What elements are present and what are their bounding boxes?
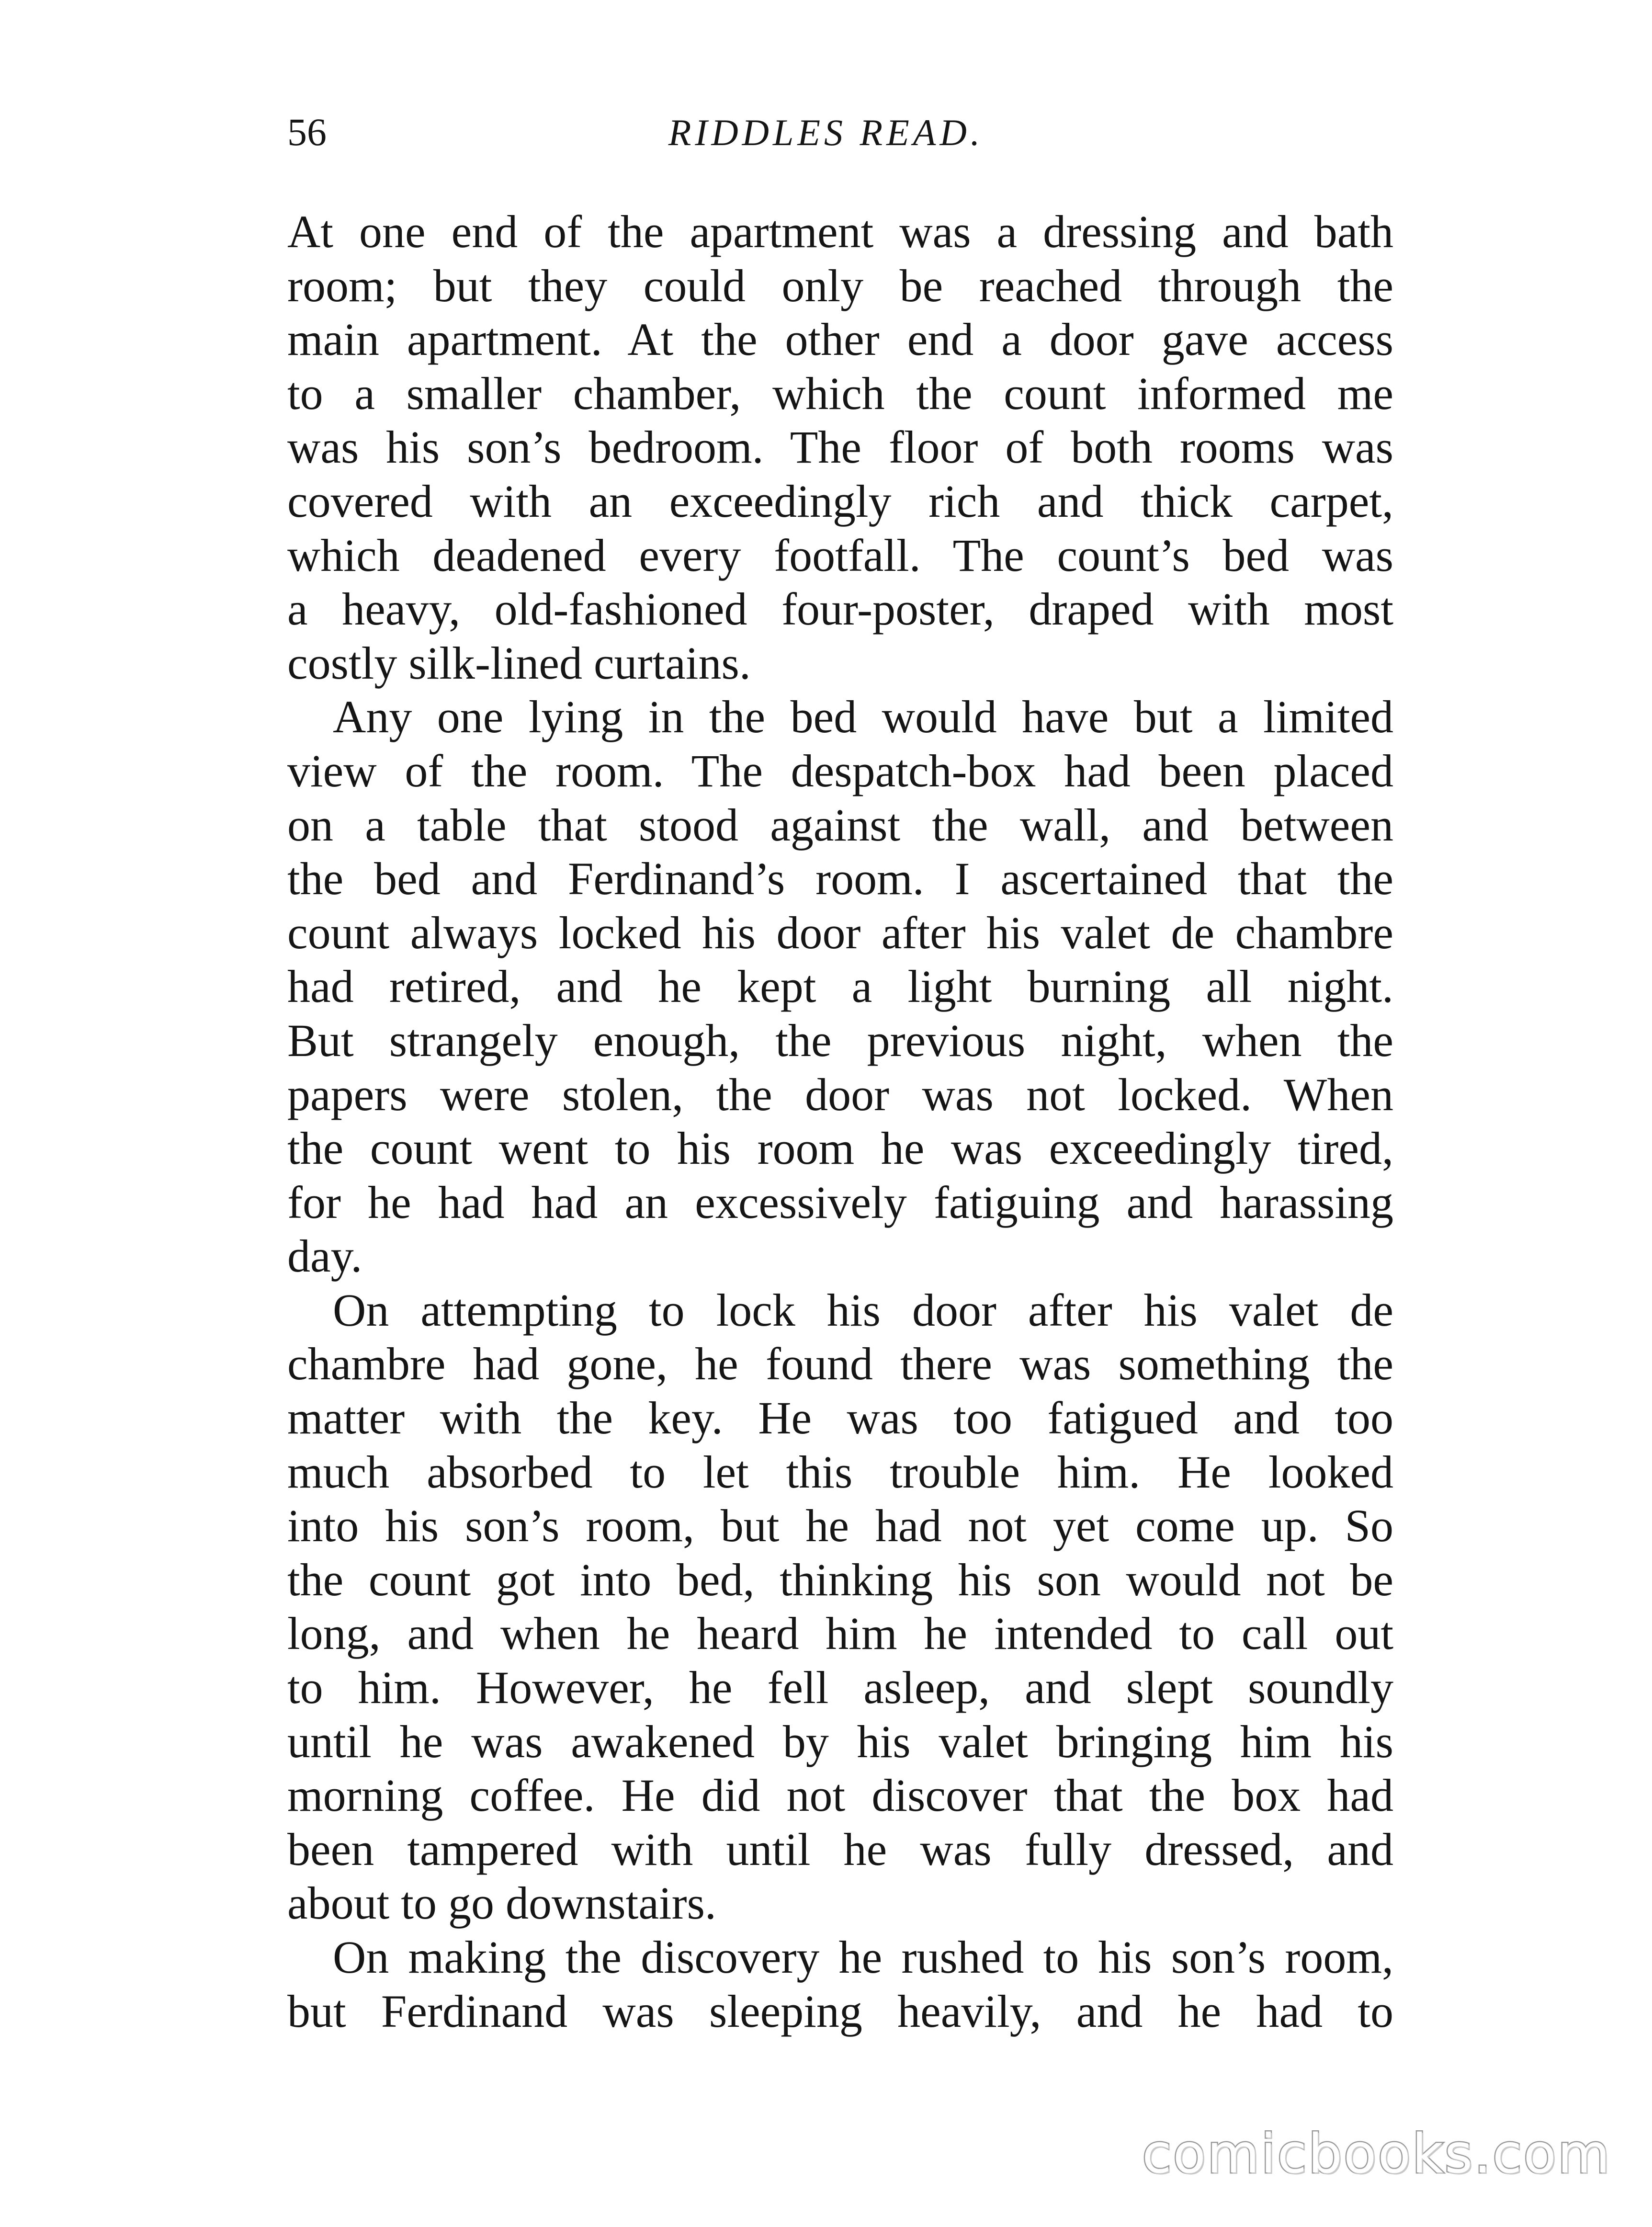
text-line: into his son’s room, but he had not yet come up. So — [287, 1500, 1393, 1552]
running-title: RIDDLES READ. — [668, 112, 984, 153]
text-line: the count went to his room he was exceedingly tired, — [287, 1123, 1393, 1174]
text-line: been tampered with until he was fully dressed, and — [287, 1823, 1393, 1875]
text-line: much absorbed to let this trouble him. He looked — [287, 1446, 1393, 1498]
text-line: But strangely enough, the previous night, when the — [287, 1014, 1393, 1066]
text-line: room; but they could only be reached through the — [287, 260, 1393, 311]
text-line: to a smaller chamber, which the count informed me — [287, 367, 1393, 419]
paragraph-start-line: On making the discovery he rushed to his son’s room, — [333, 1932, 1393, 1983]
text-line: covered with an exceedingly rich and thick carpet, — [287, 475, 1393, 527]
text-line: the bed and Ferdinand’s room. I ascertained that the — [287, 853, 1393, 905]
page-number: 56 — [287, 110, 327, 154]
text-line: the count got into bed, thinking his son would not be — [287, 1554, 1393, 1605]
text-line: a heavy, old-fashioned four-poster, draped with most — [287, 583, 1393, 635]
text-line: on a table that stood against the wall, and between — [287, 799, 1393, 851]
paragraph-start-line: Any one lying in the bed would have but a limited — [333, 691, 1393, 743]
text-line: until he was awakened by his valet bringing him his — [287, 1716, 1393, 1767]
text-line: papers were stolen, the door was not locked. When — [287, 1068, 1393, 1120]
paragraph-start-line: On attempting to lock his door after his valet de — [333, 1284, 1393, 1336]
text-line: At one end of the apartment was a dressing and bath — [287, 206, 1393, 257]
text-line: which deadened every footfall. The count’s bed was — [287, 529, 1393, 581]
text-line: for he had had an excessively fatiguing and harassing — [287, 1176, 1393, 1228]
text-line: had retired, and he kept a light burning all night. — [287, 961, 1393, 1012]
text-line: long, and when he heard him he intended to call out — [287, 1608, 1393, 1659]
body-text — [287, 205, 1393, 2038]
text-line: count always locked his door after his valet de chambre — [287, 907, 1393, 958]
text-line: morning coffee. He did not discover that the box had — [287, 1770, 1393, 1821]
watermark: comicbooks.com — [1142, 2123, 1611, 2185]
text-line: main apartment. At the other end a door gave access — [287, 314, 1393, 365]
text-line: costly silk-lined curtains. — [287, 637, 751, 689]
text-line: but Ferdinand was sleeping heavily, and he had to — [287, 1985, 1393, 2037]
text-line: day. — [287, 1230, 362, 1282]
text-line: chambre had gone, he found there was something the — [287, 1338, 1393, 1390]
text-line: view of the room. The despatch-box had been placed — [287, 745, 1393, 796]
text-line: matter with the key. He was too fatigued and too — [287, 1392, 1393, 1444]
text-line: was his son’s bedroom. The floor of both rooms was — [287, 421, 1393, 473]
text-line: about to go downstairs. — [287, 1877, 716, 1929]
text-line: to him. However, he fell asleep, and slept soundly — [287, 1662, 1393, 1714]
